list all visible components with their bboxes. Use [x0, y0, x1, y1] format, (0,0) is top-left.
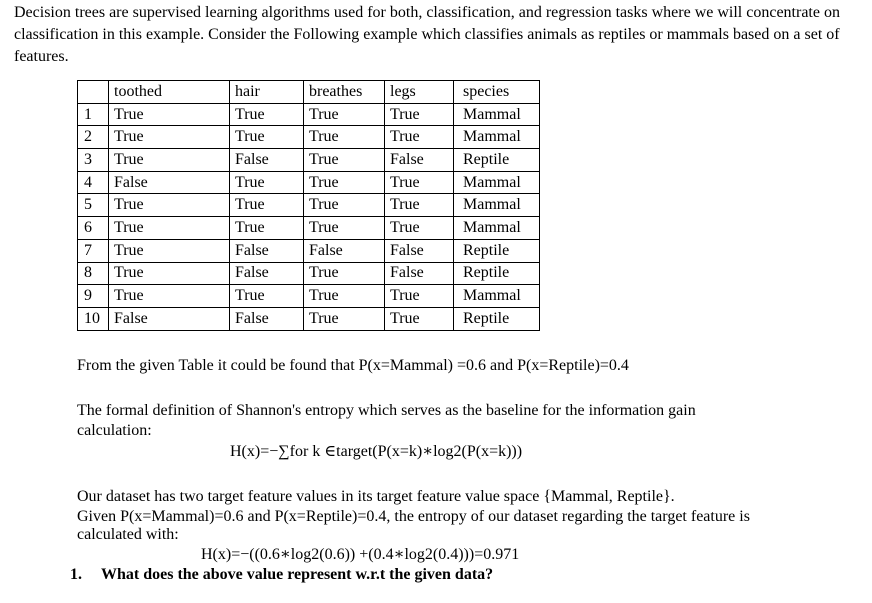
table-cell: Mammal	[454, 285, 540, 308]
table-cell: True	[109, 239, 230, 262]
question-number: 1.	[70, 566, 82, 583]
table-row	[78, 194, 540, 217]
table-cell: 6	[78, 217, 109, 240]
table-body	[78, 81, 540, 331]
table-header-cell	[78, 81, 109, 104]
table-row	[78, 285, 540, 308]
table-cell: True	[304, 149, 385, 172]
table-cell: 8	[78, 262, 109, 285]
table-cell: True	[385, 285, 454, 308]
table-header-row	[78, 81, 540, 104]
table-cell: Reptile	[454, 262, 540, 285]
table-cell: True	[304, 262, 385, 285]
table-header-cell: species	[454, 81, 540, 104]
table-cell: False	[109, 307, 230, 330]
table-cell: 4	[78, 171, 109, 194]
table-cell: 10	[78, 307, 109, 330]
table-cell: True	[230, 103, 304, 126]
table-cell: False	[385, 149, 454, 172]
table-cell: True	[385, 103, 454, 126]
table-cell: False	[385, 262, 454, 285]
table-cell: 1	[78, 103, 109, 126]
entropy-formula: H(x)=−∑for k ∈target(P(x=k)∗log2(P(x=k)))	[230, 443, 523, 460]
table-row	[78, 262, 540, 285]
entropy-definition-line-2: calculation:	[77, 422, 152, 439]
table-cell: True	[385, 171, 454, 194]
table-cell: 3	[78, 149, 109, 172]
table-header-cell: breathes	[304, 81, 385, 104]
table-row	[78, 126, 540, 149]
table-row	[78, 239, 540, 262]
table-cell: True	[385, 194, 454, 217]
table-row	[78, 149, 540, 172]
table-cell: False	[230, 149, 304, 172]
table-cell: True	[109, 103, 230, 126]
table-cell: True	[109, 126, 230, 149]
table-cell: True	[304, 103, 385, 126]
table-cell: Reptile	[454, 239, 540, 262]
table-cell: True	[385, 217, 454, 240]
table-cell: True	[304, 285, 385, 308]
table-cell: Mammal	[454, 171, 540, 194]
animal-features-table	[77, 80, 540, 331]
table-header-cell: toothed	[109, 81, 230, 104]
table-cell: False	[304, 239, 385, 262]
dataset-line-1: Our dataset has two target feature values in its target feature value space {Mammal, Reptile}.	[77, 488, 675, 505]
table-header-cell: hair	[230, 81, 304, 104]
table-cell: True	[109, 194, 230, 217]
table-cell: 9	[78, 285, 109, 308]
table-row	[78, 307, 540, 330]
probability-text: From the given Table it could be found that P(x=Mammal) =0.6 and P(x=Reptile)=0.4	[77, 357, 629, 374]
table-cell: False	[230, 262, 304, 285]
table-row	[78, 171, 540, 194]
table-row	[78, 217, 540, 240]
table-cell: Mammal	[454, 194, 540, 217]
table-cell: Mammal	[454, 126, 540, 149]
table-cell: 5	[78, 194, 109, 217]
table-cell: True	[304, 217, 385, 240]
table-cell: False	[109, 171, 230, 194]
table-cell: True	[230, 171, 304, 194]
table-cell: True	[304, 126, 385, 149]
table-cell: True	[230, 194, 304, 217]
table-cell: False	[230, 239, 304, 262]
table-cell: True	[109, 149, 230, 172]
table-row	[78, 103, 540, 126]
table-cell: True	[304, 194, 385, 217]
table-cell: Reptile	[454, 307, 540, 330]
table-cell: Mammal	[454, 217, 540, 240]
table-cell: True	[230, 285, 304, 308]
table-cell: True	[109, 262, 230, 285]
intro-paragraph: Decision trees are supervised learning algorithms used for both, classification, and regression tasks where we will concentrate on classification in this example. Consider the Following example which classifies animals as reptiles or mammals based on a set of features.	[14, 4, 840, 65]
dataset-line-3: calculated with:	[77, 526, 179, 543]
table-cell: False	[385, 239, 454, 262]
table-cell: 7	[78, 239, 109, 262]
table-cell: True	[109, 217, 230, 240]
table-header-cell: legs	[385, 81, 454, 104]
question-text: What does the above value represent w.r.t the given data?	[101, 566, 494, 583]
entropy-calculation: H(x)=−((0.6∗log2(0.6)) +(0.4∗log2(0.4)))=0.971	[201, 546, 520, 563]
table-cell: True	[385, 307, 454, 330]
dataset-line-2: Given P(x=Mammal)=0.6 and P(x=Reptile)=0.4, the entropy of our dataset regarding the target feature is	[77, 508, 750, 525]
table-cell: 2	[78, 126, 109, 149]
table-cell: True	[230, 126, 304, 149]
table-cell: True	[109, 285, 230, 308]
table-cell: True	[230, 217, 304, 240]
table-cell: True	[385, 126, 454, 149]
table-cell: Mammal	[454, 103, 540, 126]
table-cell: True	[304, 307, 385, 330]
table-cell: False	[230, 307, 304, 330]
table-cell: True	[304, 171, 385, 194]
table-cell: Reptile	[454, 149, 540, 172]
entropy-definition-line-1: The formal definition of Shannon's entropy which serves as the baseline for the information gain	[77, 402, 696, 419]
